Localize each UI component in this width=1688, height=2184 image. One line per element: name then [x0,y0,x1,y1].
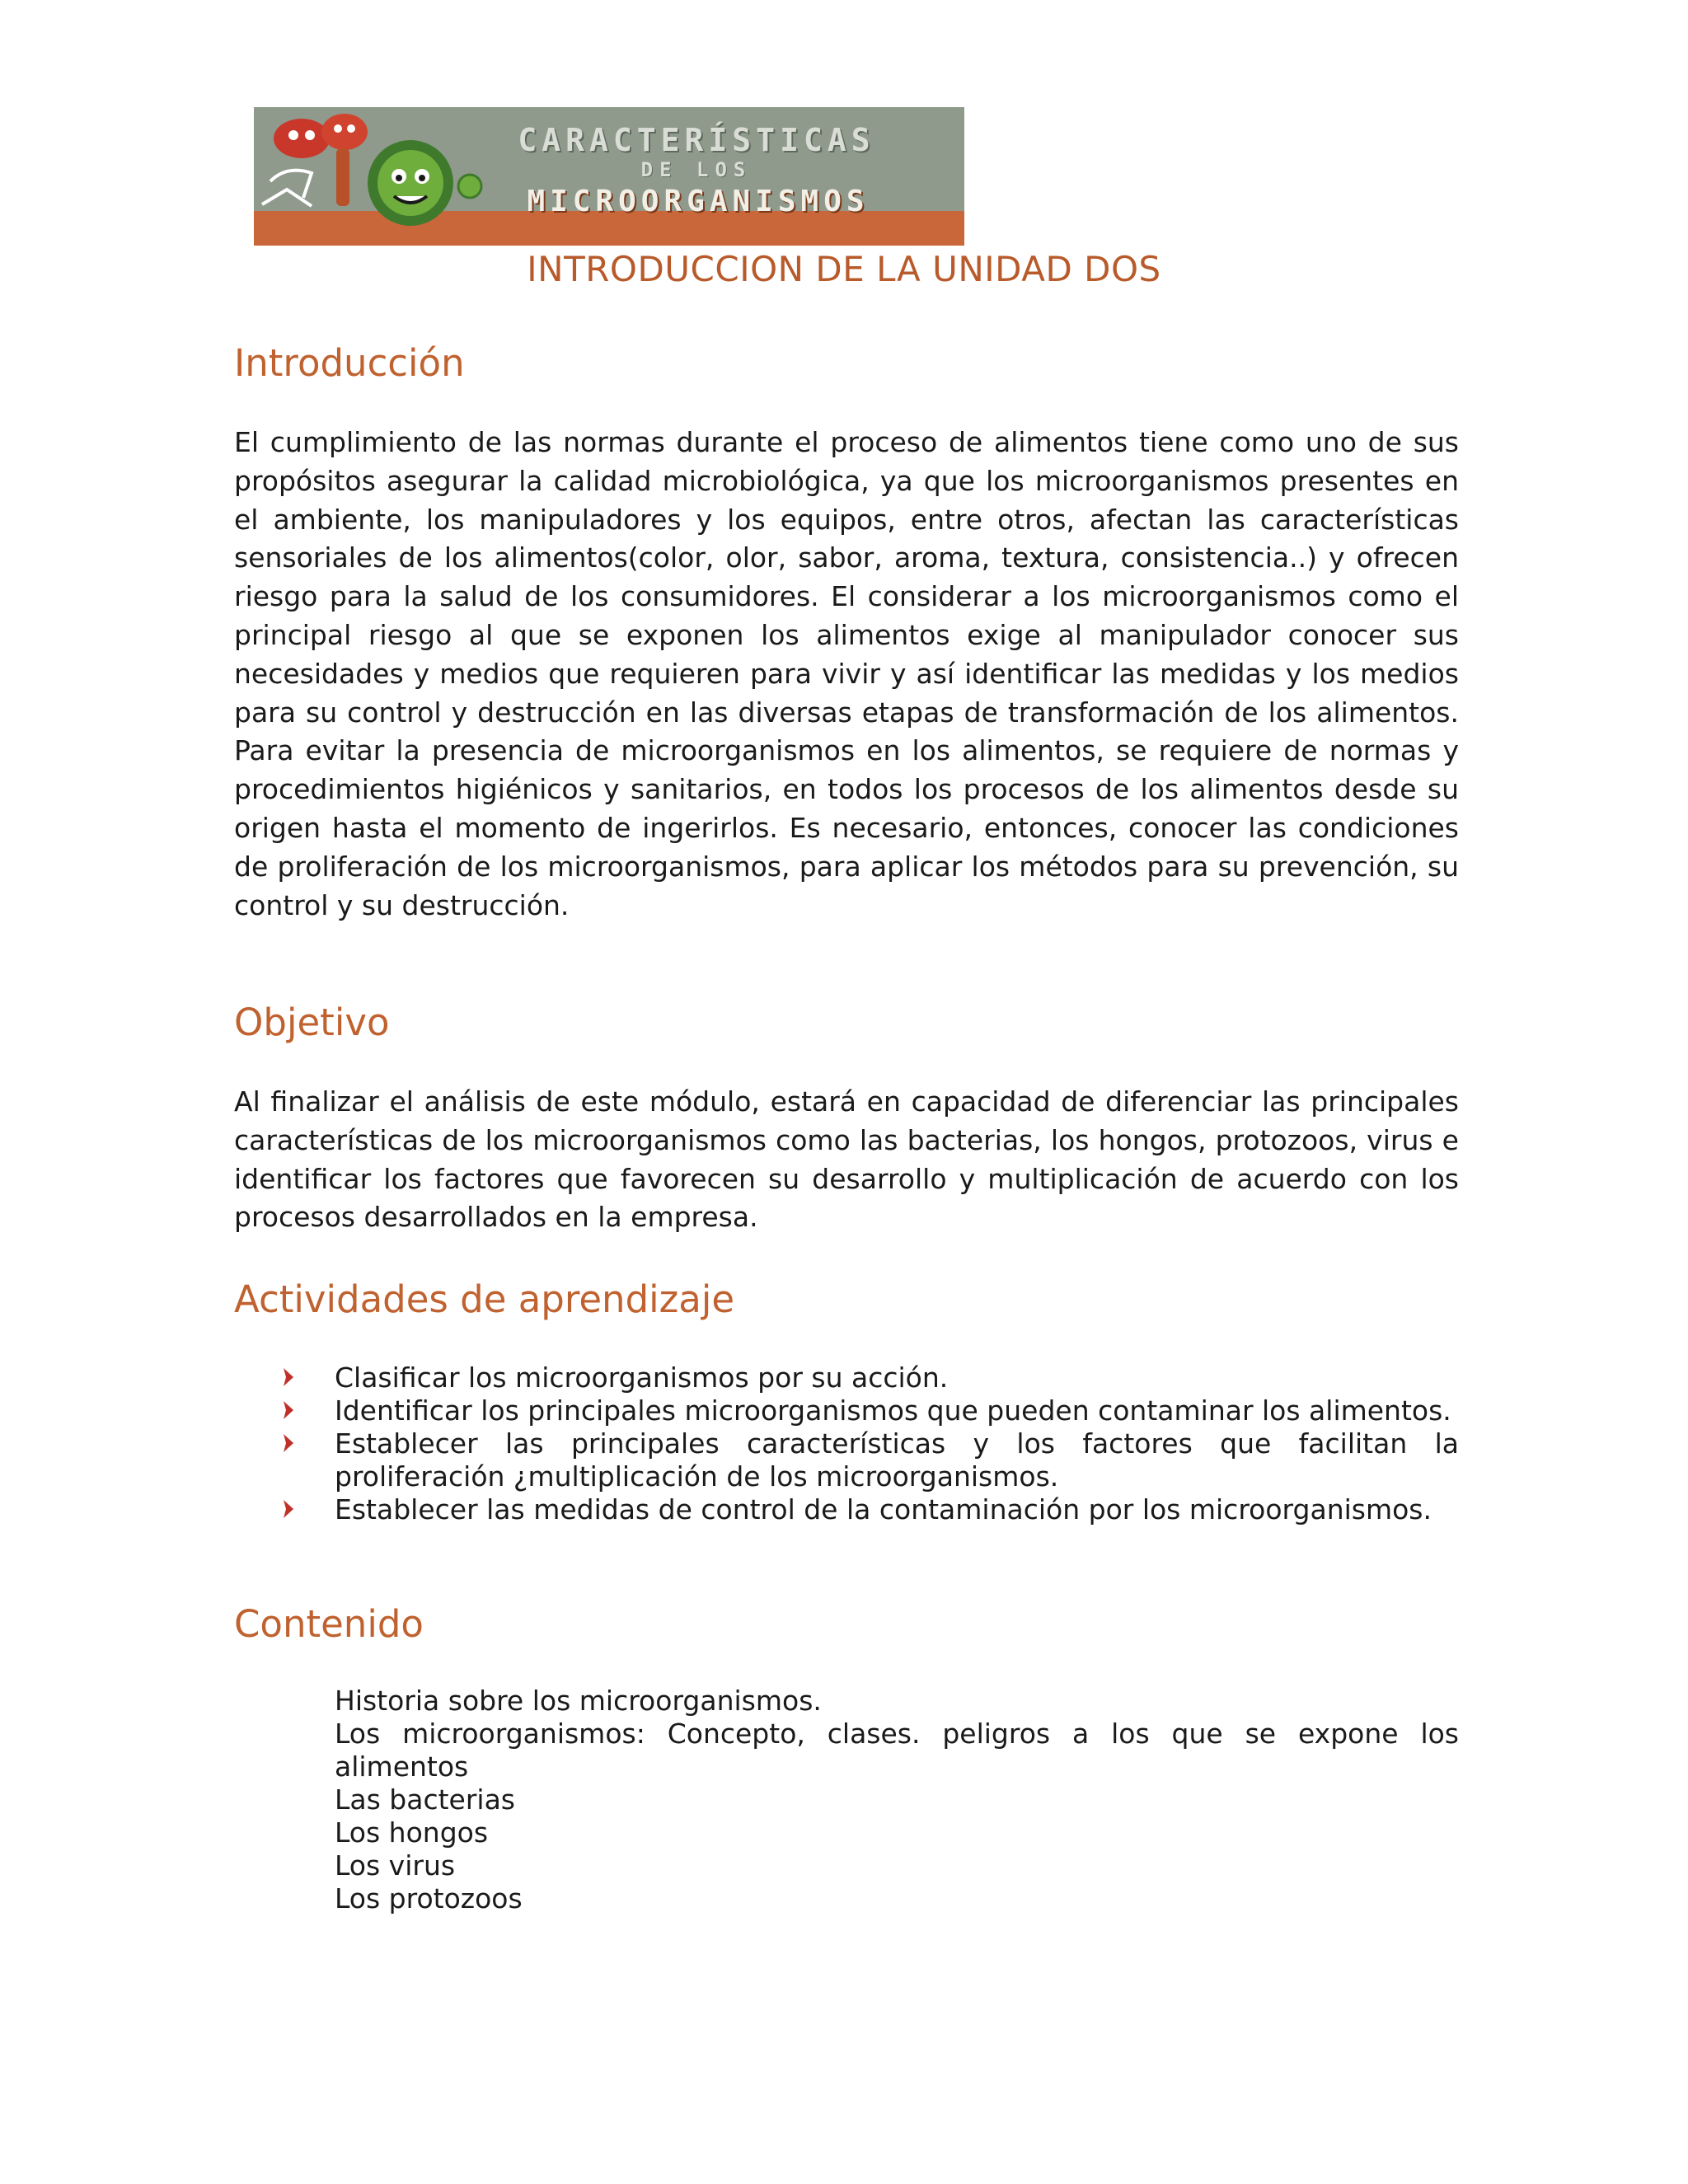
list-item: Los protozoos [335,1882,523,1915]
bullet-arrow-icon [282,1500,293,1518]
heading-actividades: Actividades de aprendizaje [234,1277,735,1321]
objetivo-paragraph: Al finalizar el análisis de este módulo, estará en capacidad de diferenciar las principales características de los microorganismos como las bacterias, los hongos, protozoos, virus e identificar los factores que favorecen su desarrollo y multiplicación de acuerdo con los procesos desarrollados en la empresa. [234,1085,1459,1234]
bullet-arrow-icon [282,1401,293,1419]
banner-title-line1: CARACTERÍSTICAS [518,122,875,158]
banner-title-line3: MICROORGANISMOS [527,185,870,218]
intro-paragraph: El cumplimiento de las normas durante el proceso de alimentos tiene como uno de sus propósitos asegurar la calidad microbiológica, ya que los microorganismos presentes en el ambiente, los manipuladores y los equipos, entre otros, afectan las características sensoriales de los alimentos(color, olor, sabor, aroma, textura, consistencia..) y ofrecen riesgo para la salud de los consumidores. El considerar a los microorganismos como el principal riesgo al que se exponen los alimentos exige al manipulador conocer sus necesidades y medios que requieren para vivir y así identificar las medidas y los medios para su control y destrucción en las diversas etapas de transformación de los alimentos. Para evitar la presencia de microorganismos en los alimentos, se requiere de normas y procedimientos higiénicos y sanitarios, en todos los procesos de los alimentos desde su origen hasta el momento de ingerirlos. Es necesario, entonces, conocer las condiciones de proliferación de los microorganismos, para aplicar los métodos para su prevención, su control y su destrucción. [234,426,1459,921]
bullet-arrow-icon [282,1434,293,1452]
list-item-text: Establecer las principales características y los factores que facilitan la proliferación ¿multiplicación de los microorganismos. [335,1427,1459,1493]
list-item-text: Identificar los principales microorganismos que pueden contaminar los alimentos. [335,1394,1451,1427]
heading-contenido: Contenido [234,1602,424,1646]
header-banner [254,107,964,246]
list-item: Los microorganismos: Concepto, clases. peligros a los que se expone los alimentos [335,1718,1459,1783]
list-item [234,1493,1459,1526]
list-item [234,1361,1459,1394]
list-item: Los hongos [335,1816,489,1849]
bullet-arrow-icon [282,1368,293,1386]
page-title: INTRODUCCION DE LA UNIDAD DOS [527,249,1161,289]
contenido-list [335,1685,1459,1915]
heading-introduccion: Introducción [234,341,465,385]
list-item-text: Establecer las medidas de control de la contaminación por los microorganismos. [335,1493,1432,1526]
list-item: Historia sobre los microorganismos. [335,1685,822,1717]
list-item [234,1427,1459,1493]
banner-title-line2: DE LOS [640,158,753,181]
heading-objetivo: Objetivo [234,1001,390,1044]
list-item: Las bacterias [335,1783,515,1816]
actividades-list [234,1361,1459,1526]
list-item [234,1394,1459,1427]
microbe-cartoon-icon [254,107,501,246]
list-item: Los virus [335,1849,456,1882]
list-item-text: Clasificar los microorganismos por su acción. [335,1361,949,1394]
